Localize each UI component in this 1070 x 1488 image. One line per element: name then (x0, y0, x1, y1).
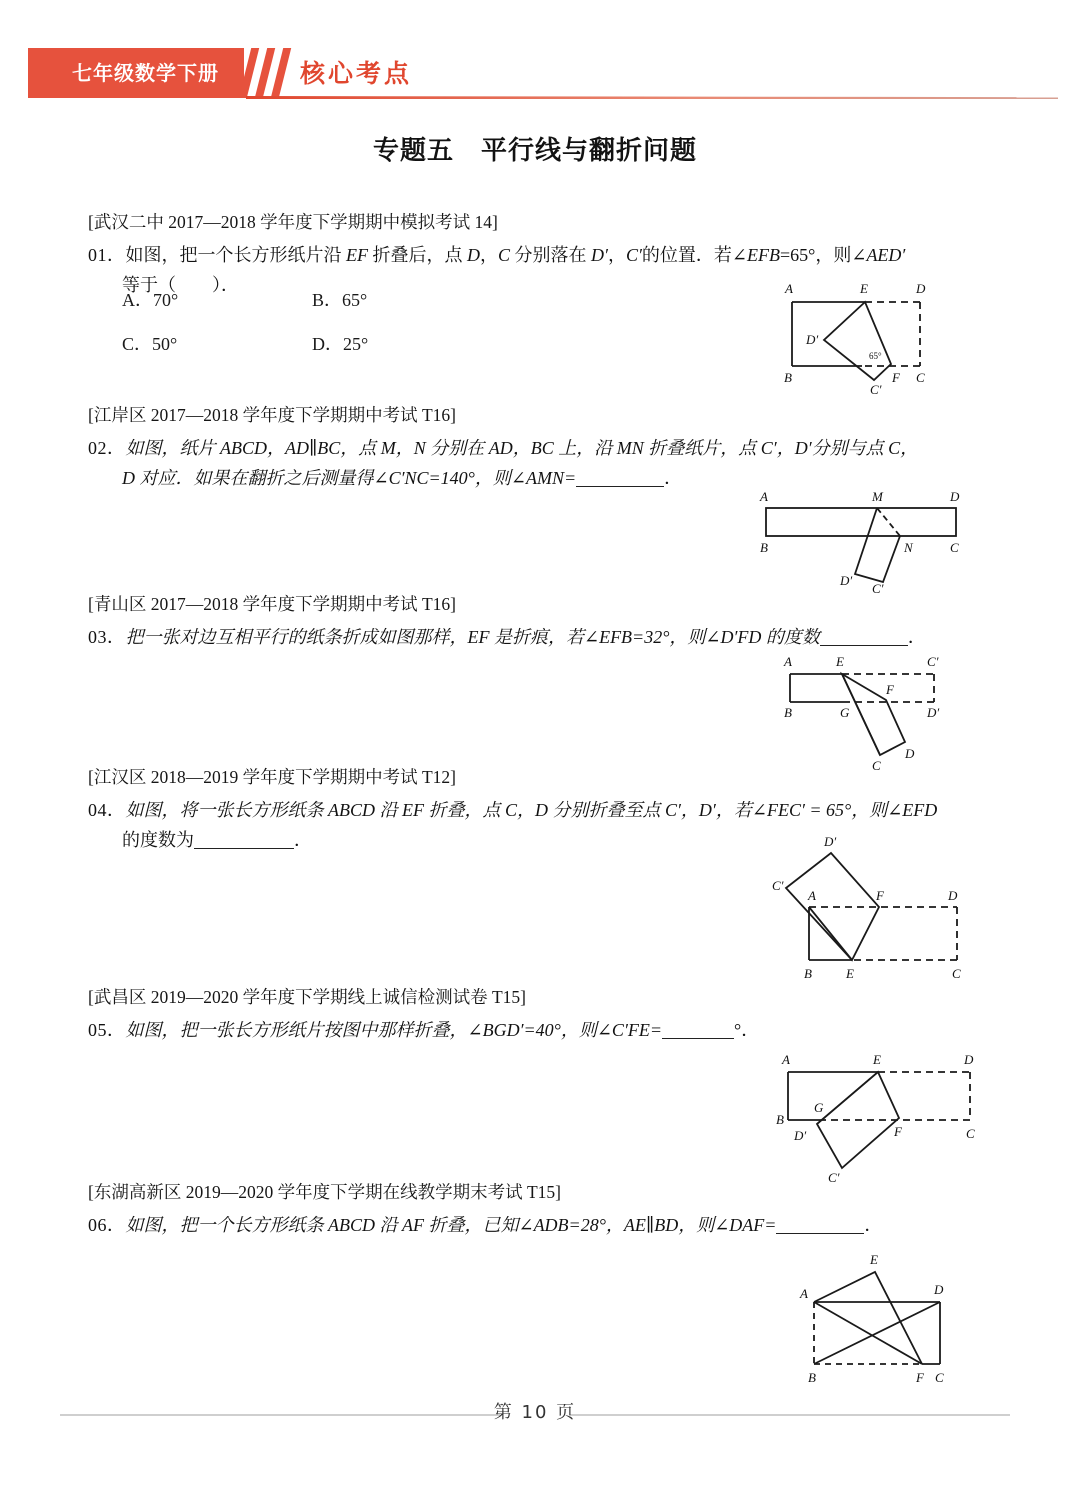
figure-1-angle-label: 65° (869, 351, 882, 361)
question-06-line1 (88, 1211, 993, 1240)
svg-text:N: N (904, 540, 913, 555)
question-04-line2-text: 的度数为 (122, 829, 194, 850)
question-04-line1-text: 如图，将一张长方形纸条 ABCD 沿 EF 折叠，点 C，D 分别折叠至点 C′，D′，若∠FEC′ = 65°，则∠EFD (125, 800, 938, 821)
question-03-line1 (88, 623, 993, 652)
svg-text:E: E (836, 654, 844, 669)
svg-text:C: C (935, 1370, 944, 1385)
question-05-line1-text: 如图，把一张长方形纸片按图中那样折叠，∠BGD′=40°，则∠C′FE= (125, 1020, 663, 1041)
question-05-source: [武昌区 2019—2020 学年度下学期线上诚信检测试卷 T15] (88, 987, 526, 1007)
question-03-line1-text: 把一张对边互相平行的纸条折成如图那样，EF 是折痕，若∠EFB=32°，则∠D′FD 的度数 (125, 627, 820, 648)
page-footer (0, 1398, 1070, 1432)
question-06-line1-text: 如图，把一个长方形纸条 ABCD 沿 AF 折叠，已知∠ADB=28°，AE∥BD，则∠DAF= (125, 1215, 777, 1236)
svg-text:E: E (860, 281, 868, 296)
svg-text:C′: C′ (870, 382, 882, 397)
svg-text:M: M (872, 489, 883, 504)
q1-t-h: D′ (591, 245, 608, 266)
q1-t-c: 折叠后，点 (368, 245, 467, 266)
svg-text:F: F (876, 888, 884, 903)
q1-t-g: 分别落在 (510, 245, 592, 266)
svg-text:D: D (964, 1052, 974, 1067)
question-03 (88, 592, 993, 653)
question-01-source: [武汉二中 2017—2018 学年度下学期期中模拟考试 14] (88, 212, 498, 232)
figure-question-03 (772, 652, 984, 777)
question-01-text (88, 241, 993, 270)
question-06-source: [东湖高新区 2019—2020 学年度下学期在线教学期末考试 T15] (88, 1182, 561, 1202)
figure-question-01 (770, 272, 980, 397)
answer-blank-02[interactable] (576, 486, 664, 487)
header-core-title: 核心考点 (300, 59, 413, 88)
question-05-line1 (88, 1016, 993, 1045)
svg-text:B: B (776, 1112, 784, 1127)
svg-text:D′: D′ (840, 573, 853, 588)
svg-text:B: B (808, 1370, 816, 1385)
svg-text:F: F (886, 682, 894, 697)
svg-text:B: B (784, 705, 792, 720)
question-02-line2-text: D 对应．如果在翻折之后测量得∠C′NC=140°，则∠AMN= (122, 467, 577, 488)
figure-question-05 (762, 1046, 1002, 1186)
svg-text:A: A (782, 1052, 790, 1067)
question-02-line2-tail: ． (664, 467, 683, 488)
svg-text:B: B (804, 966, 812, 981)
choice-b[interactable]: B．65° (312, 290, 368, 310)
svg-text:C′: C′ (872, 581, 884, 594)
q1-t-b: EF (346, 245, 368, 266)
header-book-title: 七年级数学下册 (72, 61, 219, 85)
svg-text:A: A (785, 281, 793, 296)
svg-text:C: C (952, 966, 961, 981)
choice-c[interactable]: C．50° (122, 333, 178, 354)
svg-text:E: E (870, 1252, 878, 1267)
choice-row-1 (122, 290, 368, 312)
question-05-number: 05． (88, 1020, 126, 1041)
svg-text:G: G (814, 1100, 824, 1115)
footer-page-number: 第 10 页 (493, 1402, 577, 1423)
q1-t-n: AED′ (866, 245, 906, 266)
svg-text:D: D (934, 1282, 944, 1297)
svg-text:E: E (873, 1052, 881, 1067)
choice-row-2 (122, 334, 368, 356)
q1-t-f: C (498, 245, 511, 266)
question-01-choices (122, 290, 368, 377)
question-05 (88, 985, 993, 1046)
header-rule (246, 96, 1058, 99)
header-slash-decoration (243, 48, 295, 98)
q1-t-m: =65°，则∠ (780, 245, 867, 266)
svg-text:F: F (892, 370, 900, 385)
choice-d[interactable]: D．25° (312, 333, 369, 354)
question-06 (88, 1180, 993, 1241)
question-02-number: 02． (88, 438, 126, 459)
svg-text:D: D (950, 489, 960, 504)
svg-text:A: A (784, 654, 792, 669)
q1-t-a: 如图，把一个长方形纸片沿 (125, 245, 346, 266)
question-02-line1-text: 如图，纸片 ABCD，AD∥BC，点 M，N 分别在 AD，BC 上，沿 MN 折叠纸片，点 C′，D′分别与点 C， (125, 438, 919, 459)
question-01-number: 01． (88, 245, 126, 266)
svg-text:D′: D′ (794, 1128, 807, 1143)
svg-text:G: G (840, 705, 850, 720)
question-04-line2-tail: ． (294, 829, 312, 850)
choice-a[interactable]: A．70° (122, 290, 179, 310)
svg-text:D: D (916, 281, 926, 296)
question-03-line1-tail: ． (907, 627, 926, 648)
svg-text:C: C (872, 758, 881, 773)
question-06-line1-tail: ． (864, 1215, 883, 1236)
svg-text:B: B (760, 540, 768, 555)
svg-text:E: E (846, 966, 854, 981)
question-03-source: [青山区 2017—2018 学年度下学期期中考试 T16] (88, 594, 456, 614)
question-04-source: [江汉区 2018—2019 学年度下学期期中考试 T12] (88, 767, 456, 787)
svg-text:C: C (966, 1126, 975, 1141)
question-02 (88, 403, 993, 493)
svg-text:D′: D′ (824, 834, 837, 849)
q1-t-e: ， (480, 245, 498, 266)
page-header (0, 0, 1070, 110)
question-02-source: [江岸区 2017—2018 学年度下学期期中考试 T16] (88, 405, 456, 425)
page-title: 专题五 平行线与翻折问题 (372, 136, 697, 166)
answer-blank-04[interactable] (194, 848, 294, 849)
svg-text:C: C (916, 370, 925, 385)
figure-question-06 (772, 1242, 992, 1392)
svg-text:A: A (800, 1286, 808, 1301)
figure-question-04 (762, 822, 994, 990)
answer-blank-05[interactable] (662, 1038, 734, 1039)
figure-question-02 (752, 482, 987, 594)
svg-text:D′: D′ (927, 705, 940, 720)
svg-text:D′: D′ (806, 332, 819, 347)
question-03-number: 03． (88, 627, 126, 648)
svg-text:B: B (784, 370, 792, 385)
q1-t-j: C′ (625, 245, 642, 266)
svg-text:D: D (905, 746, 915, 761)
question-02-line1 (88, 434, 993, 463)
q1-t-k: 的位置．若∠ (641, 245, 747, 266)
question-05-line1-tail: °． (734, 1020, 760, 1041)
svg-text:C′: C′ (828, 1170, 840, 1185)
svg-text:F: F (916, 1370, 924, 1385)
svg-text:A: A (760, 489, 768, 504)
q1-t-d: D (467, 245, 480, 266)
question-04-number: 04． (88, 800, 126, 821)
svg-text:A: A (808, 888, 816, 903)
svg-text:F: F (894, 1124, 902, 1139)
q1-t-i: ， (607, 245, 626, 266)
svg-text:C: C (950, 540, 959, 555)
question-06-number: 06． (88, 1215, 126, 1236)
answer-blank-03[interactable] (820, 645, 908, 646)
answer-blank-06[interactable] (776, 1233, 864, 1234)
svg-text:D: D (948, 888, 958, 903)
question-01-text-line2: 等于（ ）． (122, 274, 239, 295)
svg-text:C′: C′ (772, 878, 784, 893)
svg-text:C′: C′ (927, 654, 939, 669)
q1-t-l: EFB (747, 245, 780, 266)
